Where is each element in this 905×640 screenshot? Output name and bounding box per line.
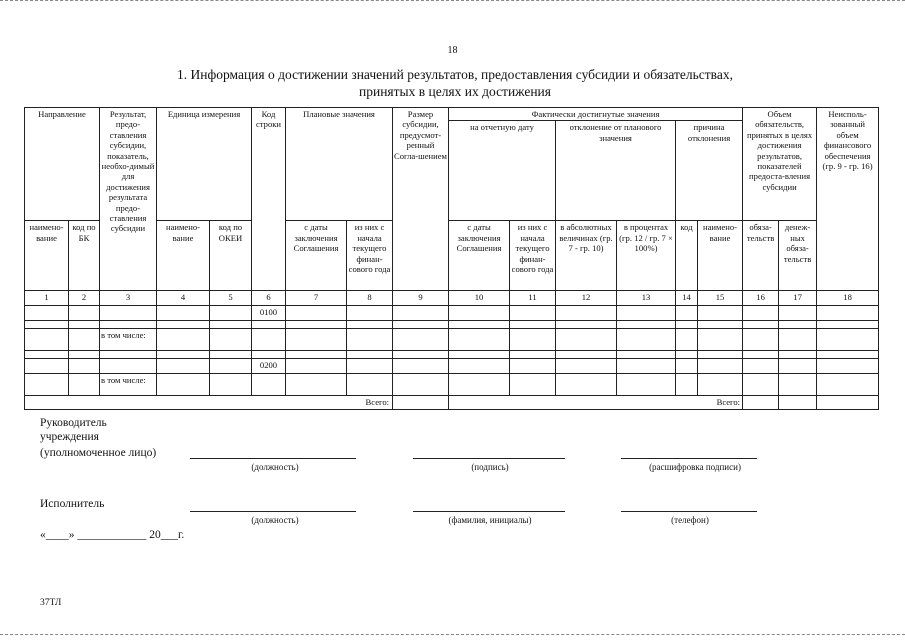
date-field[interactable]: «____» ____________ 20___г. <box>40 529 185 541</box>
header-fact-from-date: с даты заключения Соглашения <box>449 221 510 291</box>
head-label <box>40 416 156 460</box>
header-unit: Единица измерения <box>157 108 252 221</box>
title-line-1: 1. Информация о достижении значений результатов, предоставления субсидии и обязательствах, <box>177 67 733 82</box>
header-plan-from-year: из них с начала текущего финан-сового года <box>347 221 393 291</box>
header-oblig-money: денеж-ных обяза-тельств <box>779 221 817 291</box>
executor-fio-line[interactable] <box>413 511 565 512</box>
col-num: 2 <box>69 291 100 306</box>
signature-line[interactable] <box>413 458 565 459</box>
col-num: 7 <box>286 291 347 306</box>
header-dir-code: код по БК <box>69 221 100 291</box>
caption-position: (должность) <box>251 462 299 472</box>
header-direction: Направление <box>25 108 100 221</box>
col-num: 17 <box>779 291 817 306</box>
head-label-line1: Руководитель <box>40 417 107 429</box>
page-number: 18 <box>447 45 458 56</box>
header-unused: Неисполь-зованный объем финансового обеспечения (гр. 9 - гр. 16) <box>817 108 879 291</box>
header-oblig-obl: обяза-тельств <box>743 221 779 291</box>
table-row <box>25 329 879 351</box>
col-num: 4 <box>157 291 210 306</box>
header-plan-from-date: с даты заключения Соглашения <box>286 221 347 291</box>
header-dev-abs: в абсолютных величинах (гр. 7 - гр. 10) <box>556 221 617 291</box>
title-line-2: принятых в целях их достижения <box>359 84 551 99</box>
col-num: 15 <box>698 291 743 306</box>
col-num: 1 <box>25 291 69 306</box>
head-label-line2: учреждения <box>40 431 99 443</box>
position-line[interactable] <box>190 458 356 459</box>
header-planned: Плановые значения <box>286 108 393 221</box>
caption-signature: (подпись) <box>471 462 509 472</box>
scan-top-edge <box>0 0 905 3</box>
col-num: 16 <box>743 291 779 306</box>
table-row <box>25 306 879 321</box>
col-num: 8 <box>347 291 393 306</box>
form-code: 37ТЛ <box>40 598 62 608</box>
scan-bottom-edge <box>0 634 905 635</box>
table-row <box>25 374 879 396</box>
total-label-right: Всего: <box>449 396 743 410</box>
including-label: в том числе: <box>100 374 157 396</box>
caption-decoding: (расшифровка подписи) <box>649 462 741 472</box>
header-subsidy-size: Размер субсидии, предусмот-ренный Согла-шением <box>393 108 449 291</box>
report-table <box>24 107 879 410</box>
page-title <box>60 66 850 100</box>
header-reason-code: код <box>676 221 698 291</box>
head-label-line3: (уполномоченное лицо) <box>40 447 157 459</box>
header-fact-from-year: из них с начала текущего финан-сового года <box>510 221 556 291</box>
caption-phone: (телефон) <box>671 515 709 525</box>
header-deviation: отклонение от планового значения <box>556 121 676 221</box>
col-num: 6 <box>252 291 286 306</box>
col-num: 14 <box>676 291 698 306</box>
header-unit-okei: код по ОКЕИ <box>210 221 252 291</box>
executor-position-line[interactable] <box>190 511 356 512</box>
header-dir-name: наимено-вание <box>25 221 69 291</box>
table-row <box>25 359 879 374</box>
col-num: 3 <box>100 291 157 306</box>
col-num: 13 <box>617 291 676 306</box>
executor-label: Исполнитель <box>40 498 105 510</box>
row-code-0200: 0200 <box>252 359 286 374</box>
col-num: 10 <box>449 291 510 306</box>
caption-fio: (фамилия, инициалы) <box>448 515 532 525</box>
total-row <box>25 396 879 410</box>
header-actual: Фактически достигнутые значения <box>449 108 743 121</box>
total-subsidy-cell[interactable] <box>393 396 449 410</box>
row-code-0100: 0100 <box>252 306 286 321</box>
col-num: 11 <box>510 291 556 306</box>
header-result: Результат, предо-ставления субсидии, показатель, необхо-димый для достижения результата предо-ставления субсидии <box>100 108 157 291</box>
including-label: в том числе: <box>100 329 157 351</box>
col-num: 9 <box>393 291 449 306</box>
header-at-report-date: на отчетную дату <box>449 121 556 221</box>
column-number-row <box>25 291 879 306</box>
header-row-code: Код строки <box>252 108 286 291</box>
table-row <box>25 351 879 359</box>
header-reason-name: наимено-вание <box>698 221 743 291</box>
header-obligations: Объем обязательств, принятых в целях достижения результатов, показателей предоста-вления субсидии <box>743 108 817 221</box>
caption-position-2: (должность) <box>251 515 299 525</box>
executor-phone-line[interactable] <box>621 511 757 512</box>
total-label-left: Всего: <box>365 397 390 408</box>
col-num: 18 <box>817 291 879 306</box>
decoding-line[interactable] <box>621 458 757 459</box>
header-unit-name: наимено-вание <box>157 221 210 291</box>
header-reason: причина отклонения <box>676 121 743 221</box>
col-num: 12 <box>556 291 617 306</box>
table-row <box>25 321 879 329</box>
col-num: 5 <box>210 291 252 306</box>
report-table-wrapper <box>24 107 878 408</box>
header-dev-pct: в процентах (гр. 12 / гр. 7 × 100%) <box>617 221 676 291</box>
